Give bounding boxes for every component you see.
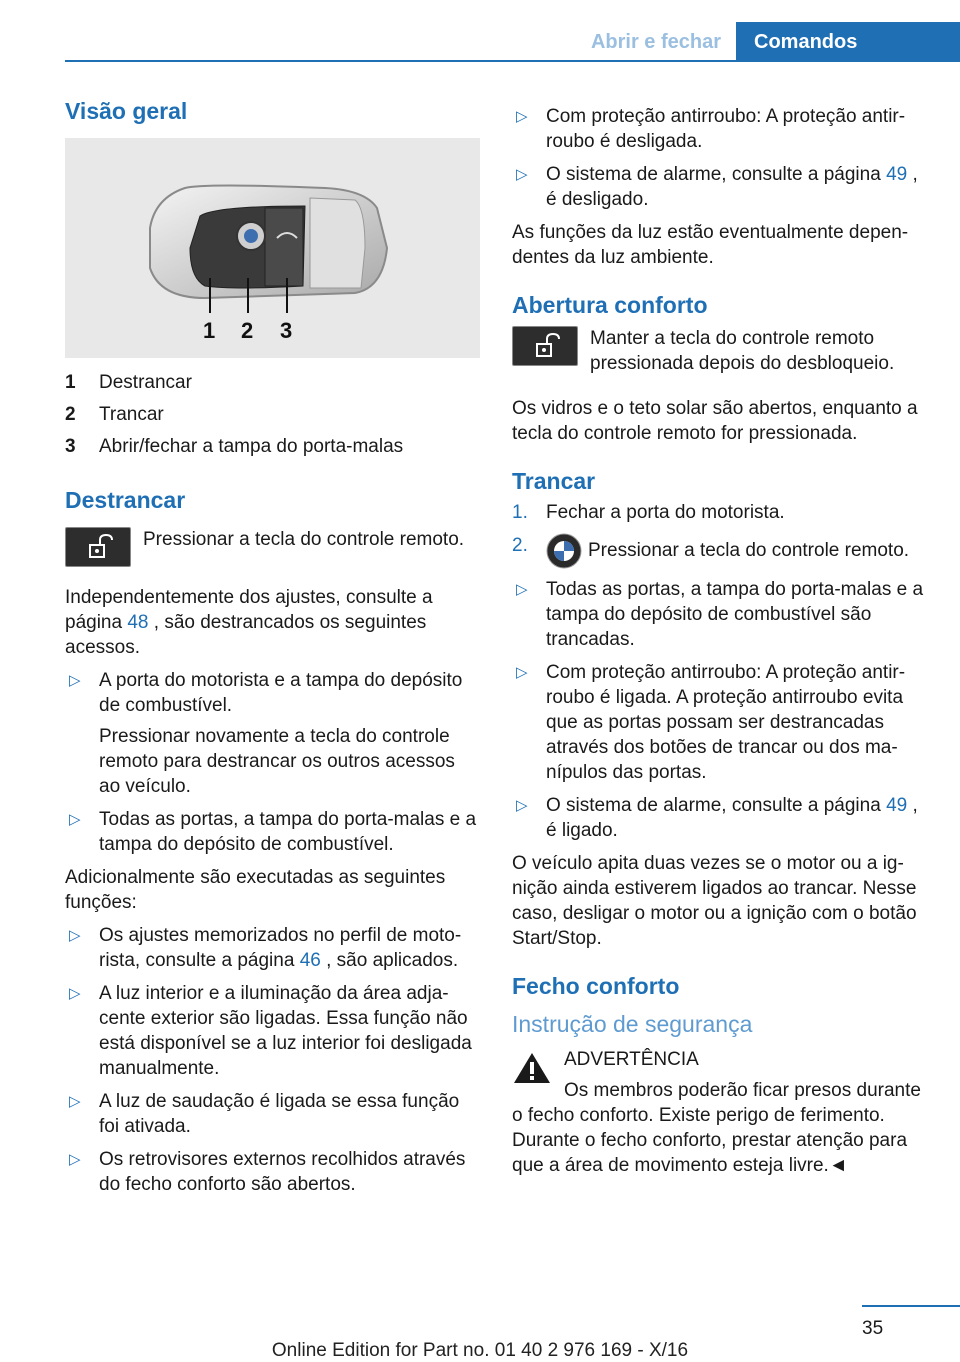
triangle-bullet-icon: ▷ [69, 811, 81, 828]
item-text: Todas as portas, a tampa do porta-malas e a tampa do depósito de combustível. [99, 809, 477, 855]
callout-2: 2 [241, 318, 254, 343]
triangle-bullet-icon: ▷ [69, 672, 81, 689]
list-item [65, 923, 480, 973]
unlock-key-icon [512, 326, 578, 366]
callout-1: 1 [203, 318, 216, 343]
abertura-key-text: Manter a tecla do controle remoto pressionada depois do desbloqueio. [590, 328, 895, 374]
item-subtext: Pressionar novamente a tecla do controle remoto para destrancar os outros acessos ao veículo. [99, 726, 455, 797]
legend-num: 2 [65, 404, 76, 425]
item-text: O sistema de alarme, consulte a página [546, 164, 881, 185]
triangle-bullet-icon: ▷ [516, 664, 528, 681]
list-item [512, 162, 926, 212]
callout-3: 3 [280, 318, 293, 343]
adicionalmente-paragraph: Adicionalmente são executadas as seguintes funções: [65, 867, 446, 913]
warning-text: Os membros poderão ficar presos durante o fecho conforto. Existe perigo de ferimento. Durante o fecho conforto, prestar atenção para que a área de movimento esteja livre.◄ [512, 1080, 921, 1176]
list-item [65, 1147, 480, 1197]
triangle-bullet-icon: ▷ [516, 797, 528, 814]
triangle-bullet-icon: ▷ [516, 166, 528, 183]
destrancar-list [65, 668, 480, 857]
item-text: Os retrovisores externos recolhidos através do fecho conforto são abertos. [99, 1149, 466, 1195]
trancar-steps [512, 500, 926, 569]
item-text: , é desligado. [546, 164, 918, 210]
unlock-key-icon [65, 527, 131, 567]
left-column [65, 96, 480, 1205]
triangle-bullet-icon: ▷ [69, 985, 81, 1002]
legend-text: Destrancar [99, 372, 192, 393]
vidros-paragraph: Os vidros e o teto solar são abertos, enquanto a tecla do controle remoto for pressionada. [512, 398, 918, 444]
independentemente-paragraph [65, 585, 480, 660]
page-link-49[interactable]: 49 [886, 164, 908, 185]
tab-label: Abrir e fechar [590, 30, 721, 53]
legend-text: Trancar [99, 404, 164, 425]
list-item [65, 807, 480, 857]
triangle-bullet-icon: ▷ [69, 927, 81, 944]
step-text: Pressionar a tecla do controle remoto. [588, 540, 910, 562]
destrancar-key-text: Pressionar a tecla do controle remoto. [143, 529, 465, 550]
tab-comandos[interactable] [736, 22, 960, 62]
trancar-list [512, 577, 926, 843]
item-text: , é ligado. [546, 795, 918, 841]
list-item [512, 793, 926, 843]
remote-key-illustration [65, 138, 480, 358]
section-title-abertura-conforto: Abertura conforto [512, 292, 708, 318]
triangle-bullet-icon: ▷ [69, 1093, 81, 1110]
warning-triangle-icon [512, 1051, 552, 1085]
triangle-bullet-icon: ▷ [516, 581, 528, 598]
text: , são destrancados os seguintes acessos. [65, 612, 427, 658]
item-text: , são aplicados. [326, 950, 459, 971]
item-text: A luz de saudação é ligada se essa função foi ativada. [99, 1091, 460, 1137]
section-title-destrancar: Destrancar [65, 487, 186, 513]
destrancar-key-row [65, 527, 480, 573]
warning-title: ADVERTÊNCIA [564, 1049, 699, 1070]
section-title-visao-geral: Visão geral [65, 98, 188, 124]
abertura-key-row [512, 326, 926, 384]
funcoes-list [65, 923, 480, 1197]
destrancar-list-continued [512, 104, 926, 212]
item-text: Todas as portas, a tampa do porta-malas e a tampa do depósito de combustível são trancadas. [546, 579, 924, 650]
legend-text: Abrir/fechar a tampa do porta-malas [99, 436, 404, 457]
section-title-instrucao-seguranca: Instrução de segurança [512, 1011, 753, 1037]
step-item [512, 500, 926, 525]
bmw-logo-key-icon [546, 533, 582, 569]
apita-paragraph: O veículo apita duas vezes se o motor ou a ignição ainda estiverem ligados ao trancar. Nesse caso, desligar o motor ou a ignição com o botão Start/Stop. [512, 853, 917, 949]
triangle-bullet-icon: ▷ [69, 1151, 81, 1168]
page-link-49[interactable]: 49 [886, 795, 908, 816]
triangle-bullet-icon: ▷ [516, 108, 528, 125]
item-text: Os ajustes memorizados no perfil de motorista, consulte a página [99, 925, 462, 971]
list-item [512, 660, 926, 785]
right-column [512, 104, 926, 1186]
legend-num: 1 [65, 372, 76, 393]
page-number: 35 [862, 1318, 884, 1339]
list-item [65, 668, 480, 799]
luz-paragraph: As funções da luz estão eventualmente dependentes da luz ambiente. [512, 222, 909, 268]
item-text: Com proteção antirroubo: A proteção antirroubo é desligada. [546, 106, 906, 152]
item-text: A porta do motorista e a tampa do depósito de combustível. [99, 670, 463, 716]
tab-abrir-e-fechar[interactable] [575, 22, 735, 62]
section-title-trancar: Trancar [512, 468, 596, 494]
section-title-fecho-conforto: Fecho conforto [512, 973, 680, 999]
step-item [512, 533, 926, 569]
step-number: 1. [512, 502, 528, 523]
text: Independentemente dos ajustes, consulte a página [65, 587, 433, 633]
warning-block [512, 1047, 926, 1178]
remote-key-figure [65, 138, 480, 358]
item-text: Com proteção antirroubo: A proteção antirroubo é ligada. A proteção antirroubo evita que as portas possam ser destrancadas através dos botões de trancar ou dos manípulos das portas. [546, 662, 906, 783]
list-item [65, 981, 480, 1081]
footer-rule [862, 1305, 960, 1307]
item-text: A luz interior e a iluminação da área adjacente exterior são ligadas. Essa função não está disponível se a luz interior foi desligada manualmente. [99, 983, 472, 1079]
step-number: 2. [512, 535, 528, 556]
list-item [65, 1089, 480, 1139]
figure-legend [65, 370, 480, 459]
step-text: Fechar a porta do motorista. [546, 502, 785, 523]
tab-label: Comandos [754, 30, 858, 53]
legend-num: 3 [65, 436, 76, 457]
page-link-46[interactable]: 46 [299, 950, 321, 971]
list-item [512, 577, 926, 652]
list-item [512, 104, 926, 154]
item-text: O sistema de alarme, consulte a página [546, 795, 881, 816]
footer-edition-text: Online Edition for Part no. 01 40 2 976 169 - X/16 [271, 1340, 689, 1361]
page-link-48[interactable]: 48 [127, 612, 149, 633]
